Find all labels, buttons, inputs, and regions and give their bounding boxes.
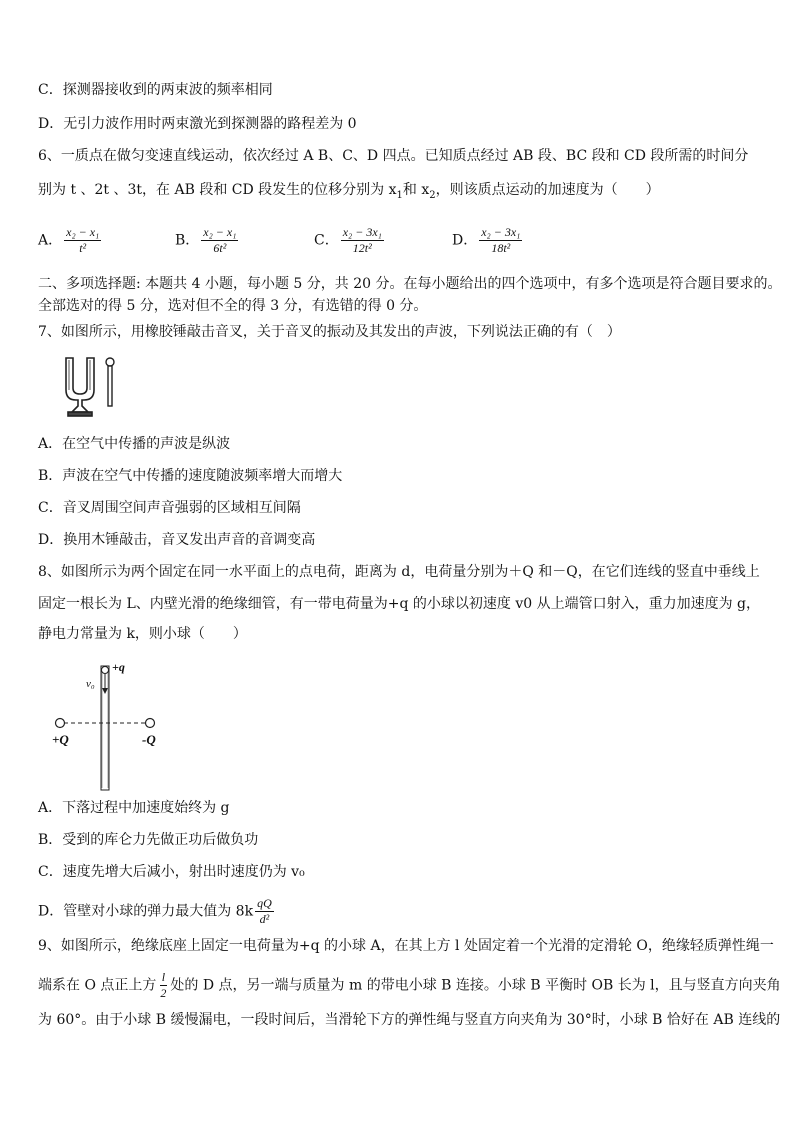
q5-option-c: C．探测器接收到的两束波的频率相同	[38, 82, 273, 98]
label-plus-q: +q	[112, 660, 125, 674]
q6-option-d: D． $\frac{\text{x₂ − 3x₁}}{\text{18t²}}$	[452, 225, 521, 255]
q9-stem-line3: 为 60°。由于小球 B 缓慢漏电，一段时间后，当滑轮下方的弹性绳与竖直方向夹角为 30°时，小球 B 恰好在 AB 连线的	[38, 1012, 781, 1028]
q6-option-c: C． $\frac{\text{x₂ − 3x₁}}{\text{12t²}}$	[314, 225, 382, 255]
q8-option-a: A．下落过程中加速度始终为 g	[38, 800, 230, 816]
q6-option-a: A． $\frac{\text{x₂ − x₁}}{\text{t²}}$	[38, 225, 100, 255]
q7-option-c: C．音叉周围空间声音强弱的区域相互间隔	[38, 500, 301, 516]
q7-option-d: D．换用木锤敲击，音叉发出声音的音调变高	[38, 532, 316, 548]
section2-instruction-line2: 全部选对的得 5 分，选对但不全的得 3 分，有选错的得 0 分。	[38, 298, 428, 314]
q8-figure	[50, 660, 180, 792]
q8-stem-line3: 静电力常量为 k，则小球（ ）	[38, 626, 247, 642]
q6-option-b: B． $\frac{\text{x₂ − x₁}}{\text{6t²}}$	[175, 225, 237, 255]
q8-stem-line2: 固定一根长为 L、内壁光滑的绝缘细管，有一带电荷量为+q 的小球以初速度 v0 从上端管口射入，重力加速度为 g，	[38, 596, 761, 612]
label-minus-Q: -Q	[142, 732, 156, 747]
charged-ball	[102, 667, 109, 674]
positive-charge	[56, 719, 65, 728]
q7-stem: 7、如图所示，用橡胶锤敲击音叉，关于音叉的振动及其发出的声波，下列说法正确的有（ ）	[38, 324, 621, 340]
rubber-mallet-icon	[106, 358, 114, 406]
q9-stem-line1: 9、如图所示，绝缘底座上固定一电荷量为+q 的小球 A，在其上方 l 处固定着一个光滑的定滑轮 O，绝缘轻质弹性绳一	[38, 938, 774, 954]
q7-option-b: B．声波在空气中传播的速度随波频率增大而增大	[38, 468, 343, 484]
label-plus-Q: +Q	[52, 732, 69, 747]
q9-stem-line2: 端系在 O 点正上方 $\frac{l}{2}$ 处的 D 点，另一端与质量为 m 的带电小球 B 连接。小球 B 平衡时 OB 长为 l，且与竖直方向夹角	[38, 970, 781, 1000]
q8-option-c: C．速度先增大后减小，射出时速度仍为 v₀	[38, 864, 305, 880]
q8-option-d: D．管壁对小球的弹力最大值为 8k $\frac{qQ}{\text{d²}}$	[38, 896, 272, 926]
negative-charge	[146, 719, 155, 728]
q8-option-b: B．受到的库仑力先做正功后做负功	[38, 832, 259, 848]
tuning-fork-figure	[58, 354, 128, 420]
label-v0: v₀	[86, 678, 95, 690]
tuning-fork-icon	[66, 358, 94, 416]
section2-instruction-line1: 二、多项选择题: 本题共 4 小题，每小题 5 分，共 20 分。在每小题给出的四个选项中，有多个选项是符合题目要求的。	[38, 276, 782, 292]
q7-option-a: A．在空气中传播的声波是纵波	[38, 436, 231, 452]
q8-stem-line1: 8、如图所示为两个固定在同一水平面上的点电荷，距离为 d，电荷量分别为＋Q 和－Q，在它们连线的竖直中垂线上	[38, 564, 760, 580]
q6-stem-line1: 6、一质点在做匀变速直线运动，依次经过 A B、C、D 四点。已知质点经过 AB 段、BC 段和 CD 段所需的时间分	[38, 148, 749, 164]
q5-option-d: D．无引力波作用时两束激光到探测器的路程差为 0	[38, 116, 357, 132]
q6-stem-line2: 别为 t 、2t 、3t，在 AB 段和 CD 段发生的位移分别为 $x_1$和 $x_2$，则该质点运动的加速度为（ ）	[38, 182, 660, 201]
